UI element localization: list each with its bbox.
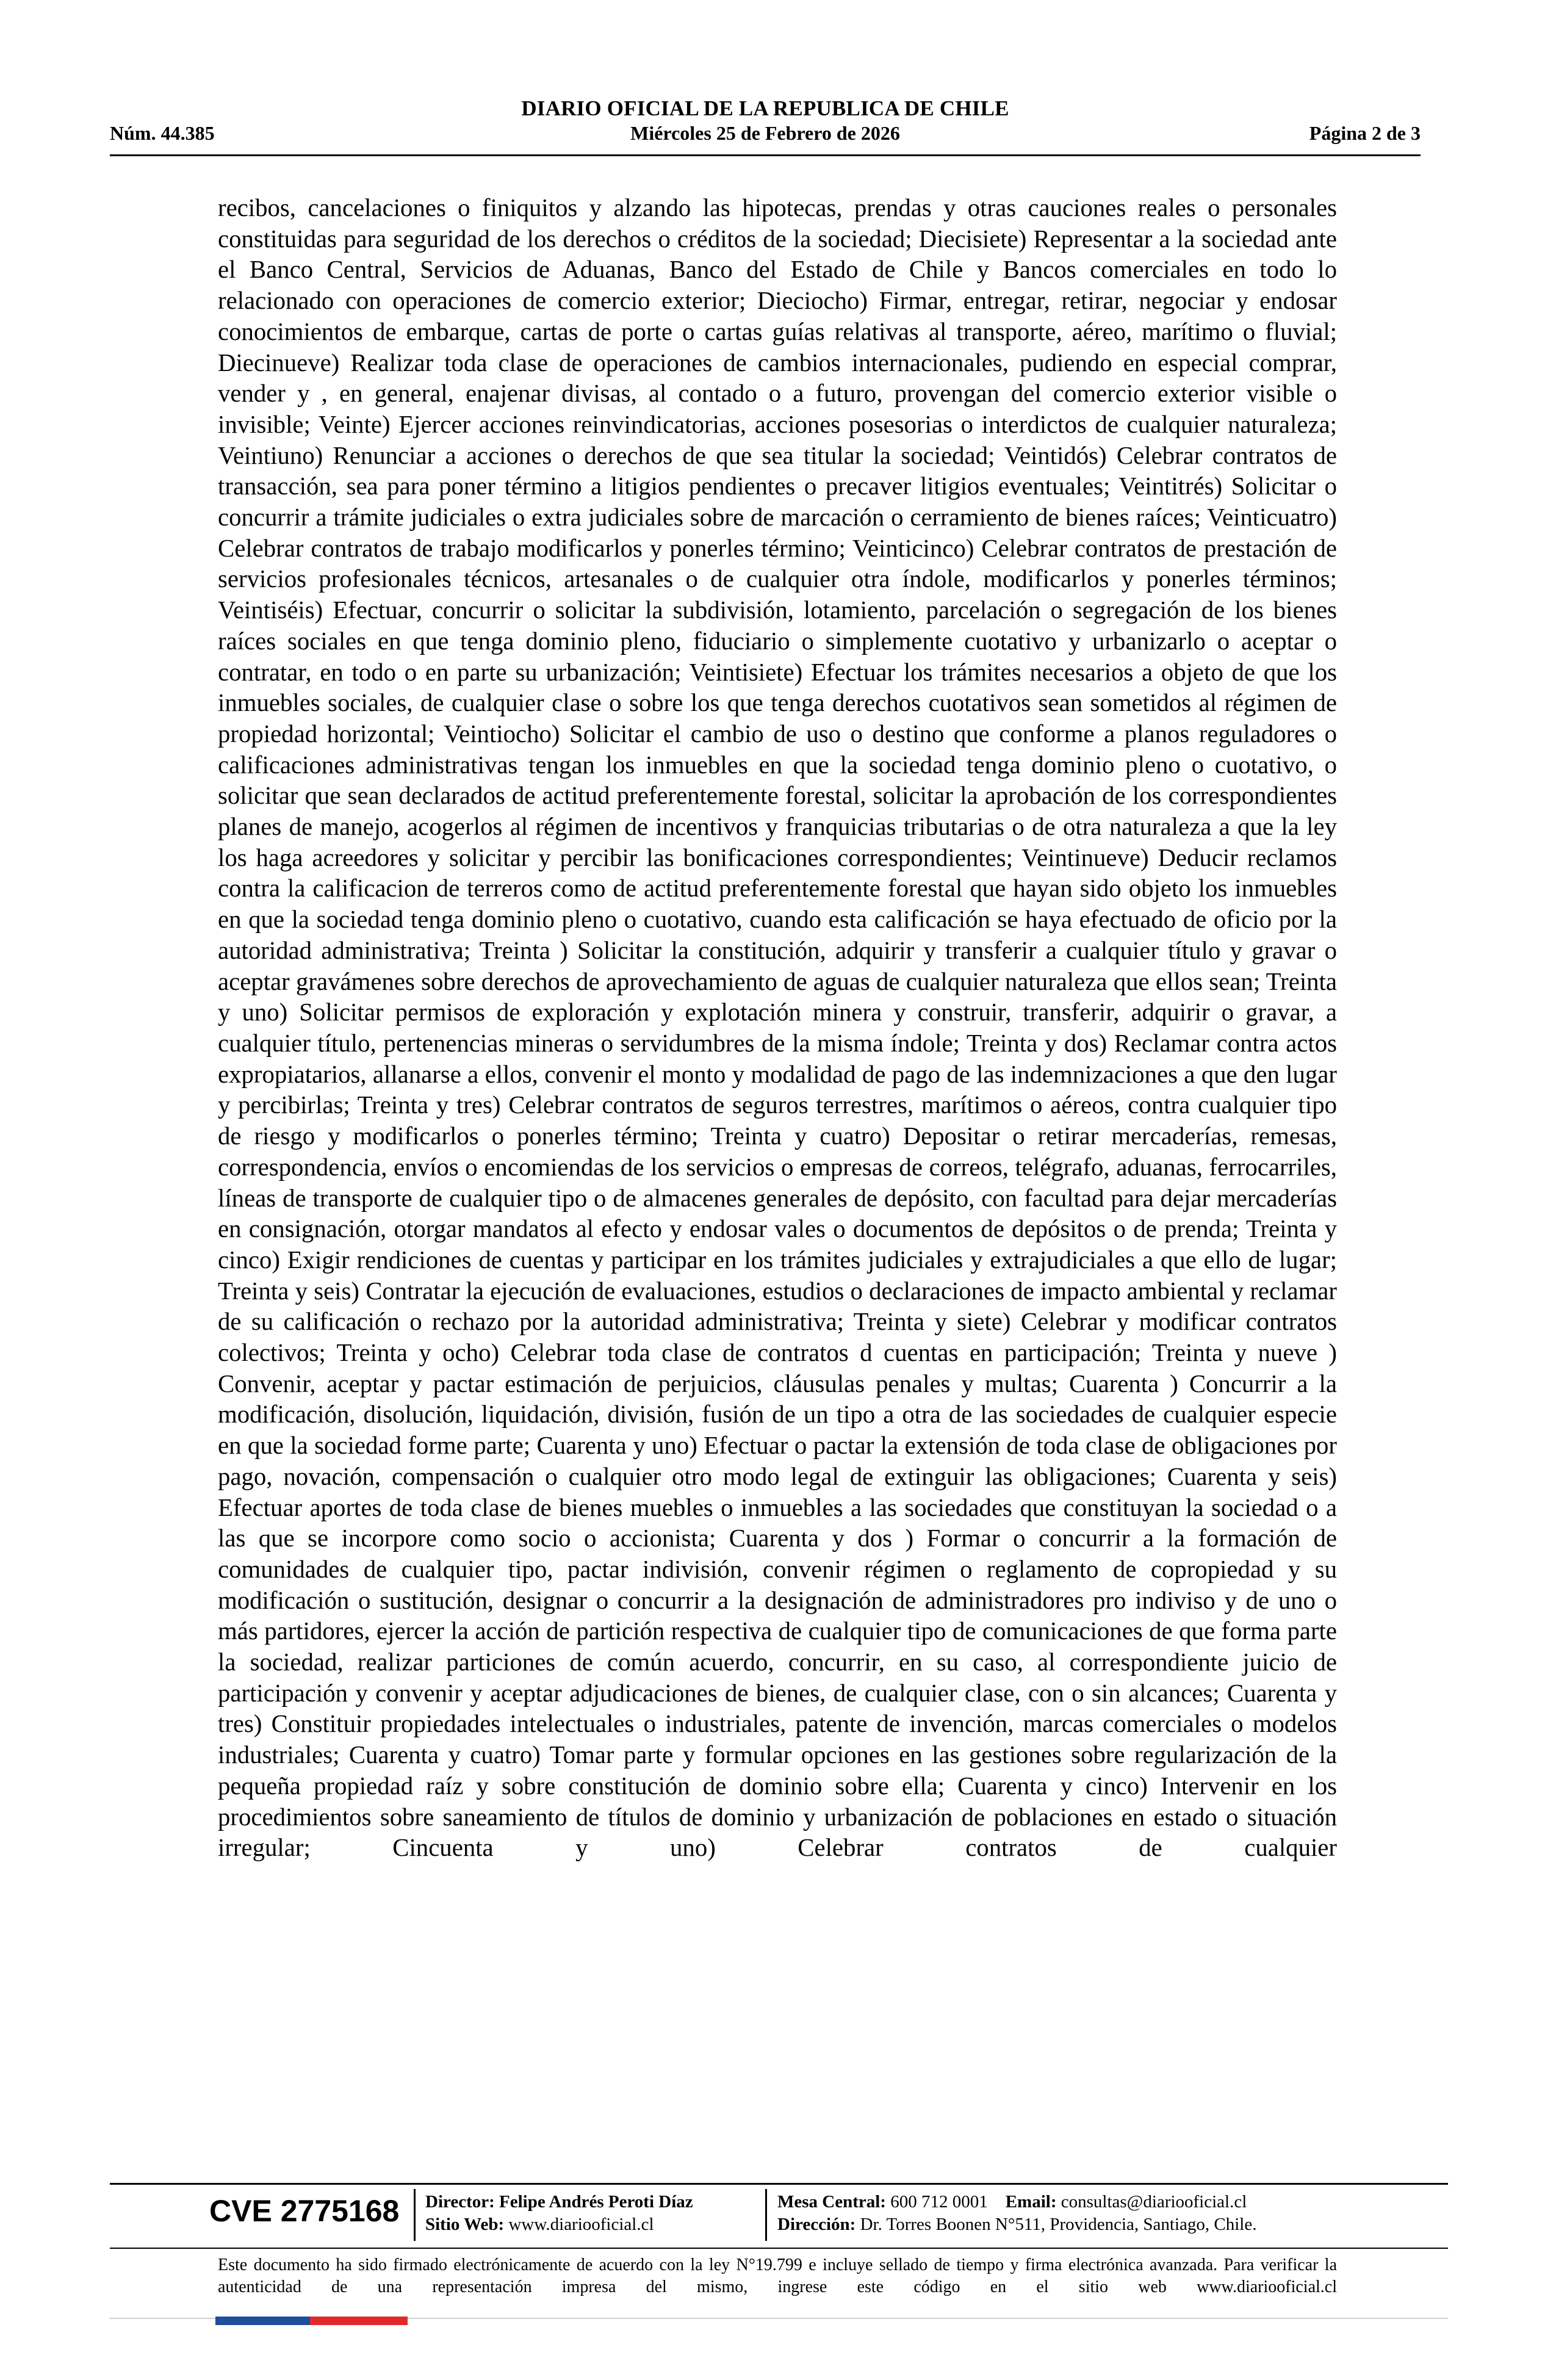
footer-separator (765, 2189, 767, 2241)
page-header (110, 92, 1421, 159)
footer-separator (414, 2189, 416, 2241)
footer-divider-top (110, 2183, 1448, 2185)
address-label: Dirección: (777, 2215, 856, 2234)
flag-red-band (310, 2317, 408, 2325)
address-value: Dr. Torres Boonen N°511, Providencia, Santiago, Chile. (860, 2215, 1257, 2234)
director-name: Felipe Andrés Peroti Díaz (499, 2192, 693, 2212)
website-line (425, 2213, 693, 2236)
director-label: Director: (425, 2192, 495, 2212)
mesa-phone: 600 712 0001 (890, 2192, 988, 2212)
contact-block (777, 2191, 1256, 2236)
publication-title: DIARIO OFICIAL DE LA REPUBLICA DE CHILE (521, 96, 1009, 120)
chile-flag-stripe (215, 2317, 408, 2325)
flag-blue-band (215, 2317, 310, 2325)
website-link[interactable]: www.diariooficial.cl (508, 2215, 654, 2234)
director-block (425, 2191, 693, 2236)
document-body-text: recibos, cancelaciones o finiquitos y alzando las hipotecas, prendas y otras cauciones reales o personales constituidas para seguridad de los derechos o créditos de la sociedad; Diecisiete) Representar a la sociedad ante el Banco Central, Servicios de Aduanas, Banco del Estado de Chile y Bancos comerciales en todo lo relacionado con operaciones de comercio exterior; Dieciocho) Firmar, entregar, retirar, negociar y endosar conocimientos de embarque, cartas de porte o cartas guías relativas al transporte, aéreo, marítimo o fluvial; Diecinueve) Realizar toda clase de operaciones de cambios internacionales, pudiendo en especial comprar, vender y , en general, enajenar divisas, al contado o a futuro, provengan del comercio exterior visible o invisible; Veinte) Ejercer acciones reinvindicatorias, acciones posesorias o interdictos de cualquier naturaleza; Veintiuno) Renunciar a acciones o derechos de que sea titular la sociedad; Veintidós) Celebrar contratos de transacción, sea para poner término a litigios pendientes o precaver litigios eventuales; Veintitrés) Solicitar o concurrir a trámite judiciales o extra judiciales sobre de marcación o cerramiento de bienes raíces; Veinticuatro) Celebrar contratos de trabajo modificarlos y ponerles término; Veinticinco) Celebrar contratos de prestación de servicios profesionales técnicos, artesanales o de cualquier otra índole, modificarlos y ponerles términos; Veintiséis) Efectuar, concurrir o solicitar la subdivisión, lotamiento, parcelación o segregación de los bienes raíces sociales en que tenga dominio pleno, fiduciario o simplemente cuotativo y urbanizarlo o aceptar o contratar, en todo o en parte su urbanización; Veintisiete) Efectuar los trámites necesarios a objeto de que los inmuebles sociales, de cualquier clase o sobre los que tenga derechos cuotativos sean sometidos al régimen de propiedad horizontal; Veintiocho) Solicitar el cambio de uso o destino que conforme a planos reguladores o calificaciones administrativas tengan los inmuebles en que la sociedad tenga dominio pleno o cuotativo, o solicitar que sean declarados de actitud preferentemente forestal, solicitar la aprobación de los correspondientes planes de manejo, acogerlos al régimen de incentivos y franquicias tributarias o de otra naturaleza a que la ley los haga acreedores y solicitar y percibir las bonificaciones correspondientes; Veintinueve) Deducir reclamos contra la calificacion de terreros como de actitud preferentemente forestal que hayan sido objeto los inmuebles en que la sociedad tenga dominio pleno o cuotativo, cuando esta calificación se haya efectuado de oficio por la autoridad administrativa; Treinta ) Solicitar la constitución, adquirir y transferir a cualquier título y gravar o aceptar gravámenes sobre derechos de aprovechamiento de aguas de cualquier naturaleza que ellos sean; Treinta y uno) Solicitar permisos de exploración y explotación minera y construir, transferir, adquirir o gravar, a cualquier título, pertenencias mineras o servidumbres de la misma índole; Treinta y dos) Reclamar contra actos expropiatarios, allanarse a ellos, convenir el monto y modalidad de pago de las indemnizaciones a que den lugar y percibirlas; Treinta y tres) Celebrar contratos de seguros terrestres, marítimos o aéreos, contra cualquier tipo de riesgo y modificarlos o ponerles término; Treinta y cuatro) Depositar o retirar mercaderías, remesas, correspondencia, envíos o encomiendas de los servicios o empresas de correos, telégrafo, aduanas, ferrocarriles, líneas de transporte de cualquier tipo o de almacenes generales de depósito, con facultad para dejar mercaderías en consignación, otorgar mandatos al efecto y endosar vales o documentos de depósitos o de prenda; Treinta y cinco) Exigir rendiciones de cuentas y participar en los trámites judiciales y extrajudiciales a que ello de lugar; Treinta y seis) Contratar la ejecución de evaluaciones, estudios o declaraciones de impacto ambiental y reclamar de su calificación o rechazo por la autoridad administrativa; Treinta y siete) Celebrar y modificar contratos colectivos; Treinta y ocho) Celebrar toda clase de contratos d cuentas en participación; Treinta y nueve ) Convenir, aceptar y pactar estimación de perjuicios, cláusulas penales y multas; Cuarenta ) Concurrir a la modificación, disolución, liquidación, división, fusión de un tipo a otra de las sociedades de cualquier especie en que la sociedad forme parte; Cuarenta y uno) Efectuar o pactar la extensión de toda clase de obligaciones por pago, novación, compensación o cualquier otro modo legal de extinguir las obligaciones; Cuarenta y seis) Efectuar aportes de toda clase de bienes muebles o inmuebles a las sociedades que constituyan la sociedad o a las que se incorpore como socio o accionista; Cuarenta y dos ) Formar o concurrir a la formación de comunidades de cualquier tipo, pactar indivisión, convenir régimen o reglamento de copropiedad y su modificación o sustitución, designar o concurrir a la designación de administradores pro indiviso y de uno o más partidores, ejercer la acción de partición respectiva de cualquier tipo de comunicaciones de que forma parte la sociedad, realizar particiones de común acuerdo, concurrir, en su caso, al correspondiente juicio de participación y convenir y aceptar adjudicaciones de bienes, de cualquier clase, con o sin alcances; Cuarenta y tres) Constituir propiedades intelectuales o industriales, patente de invención, marcas comerciales o modelos industriales; Cuarenta y cuatro) Tomar parte y formular opciones en las gestiones sobre regularización de la pequeña propiedad raíz y sobre constitución de dominio sobre ella; Cuarenta y cinco) Intervenir en los procedimientos sobre saneamiento de títulos de dominio y urbanización de poblaciones en estado o situación irregular; Cincuenta y uno) Celebrar contratos de cualquier (218, 194, 1337, 1862)
publication-date: Miércoles 25 de Febrero de 2026 (630, 122, 900, 144)
cve-code: CVE 2775168 (209, 2194, 400, 2228)
legal-notice: Este documento ha sido firmado electrónicamente de acuerdo con la ley N°19.799 e incluye sellado de tiempo y firma electrónica avanzada. Para verificar la autenticidad de una representación impresa del mismo, ingrese este código en el sitio web www.diariooficial.cl (218, 2256, 1337, 2296)
issue-number: Núm. 44.385 (110, 122, 215, 144)
header-divider (110, 154, 1421, 156)
address-line (777, 2213, 1256, 2236)
director-line (425, 2191, 693, 2213)
page-indicator: Página 2 de 3 (1309, 122, 1421, 144)
contact-line (777, 2191, 1256, 2213)
email-label: Email: (1005, 2192, 1057, 2212)
website-label: Sitio Web: (425, 2215, 505, 2234)
mesa-label: Mesa Central: (777, 2192, 886, 2212)
footer-divider-middle (110, 2248, 1448, 2249)
email-link[interactable]: consultas@diariooficial.cl (1061, 2192, 1247, 2212)
